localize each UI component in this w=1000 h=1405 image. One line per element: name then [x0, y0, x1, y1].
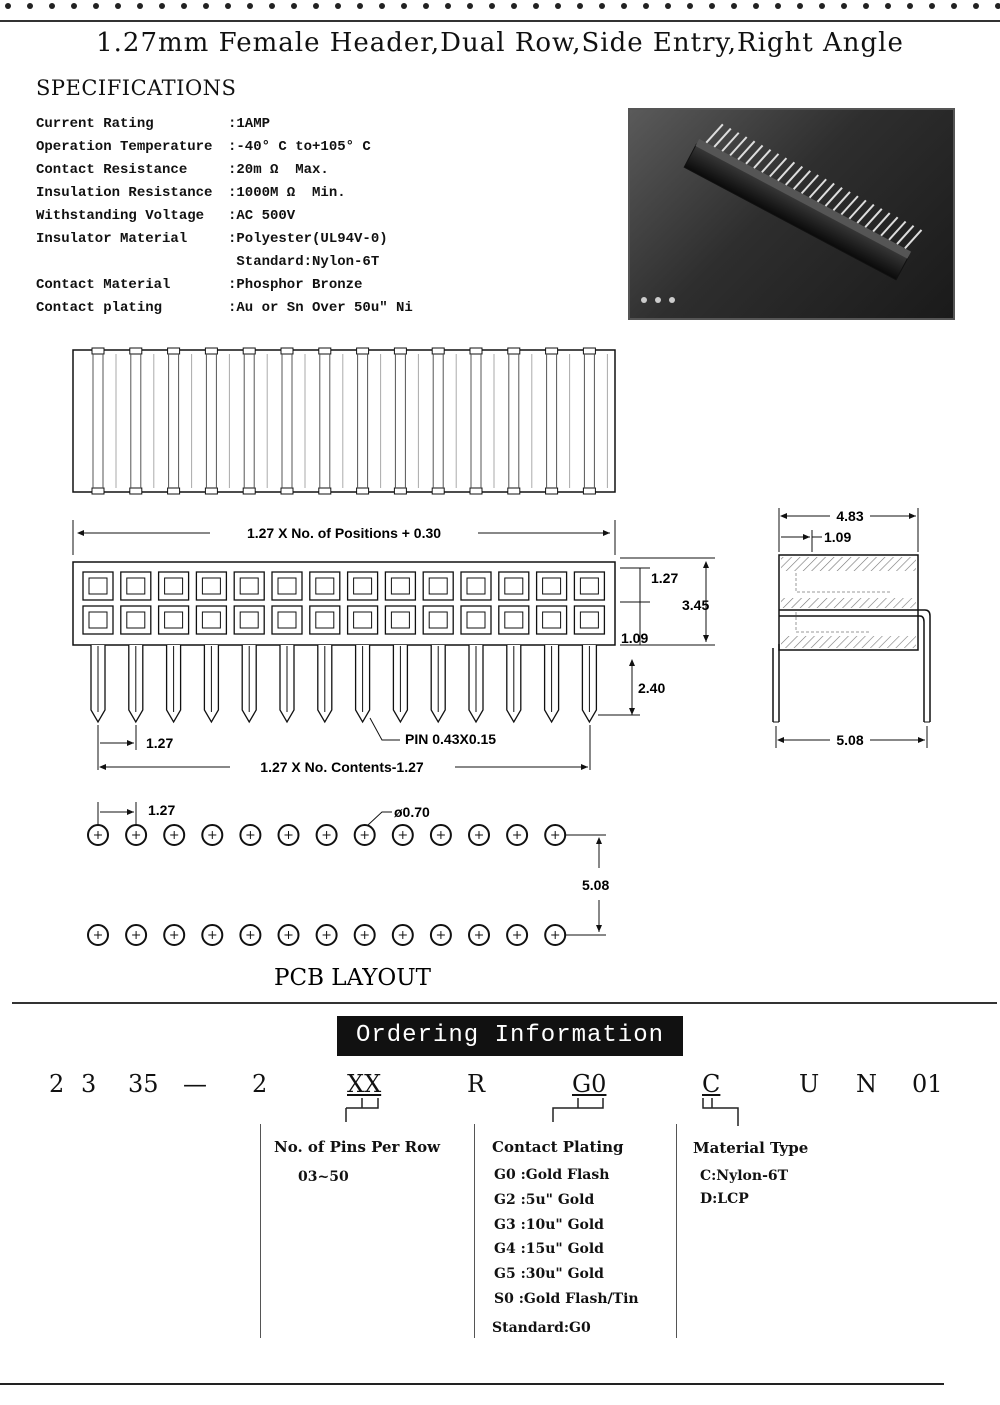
- part-code-plating: G0: [572, 1070, 607, 1098]
- contact-cell-inner: [391, 578, 409, 594]
- contact-cell-inner: [127, 612, 145, 628]
- dim-body-height: 3.45: [682, 597, 710, 613]
- part-code-series-1: 2: [49, 1070, 65, 1098]
- photo-pin: [905, 227, 922, 251]
- decorative-dot: [137, 3, 143, 9]
- decorative-dot: [995, 3, 1000, 9]
- top-view-tab: [546, 348, 558, 354]
- pcb-pitch: 1.27: [148, 802, 176, 818]
- contact-cell-inner: [89, 612, 107, 628]
- spec-label: Contact Material: [36, 277, 171, 293]
- photo-pin: [857, 202, 874, 226]
- top-view-tab: [357, 488, 369, 494]
- spec-row: [36, 116, 270, 132]
- part-code-rows: 2: [252, 1070, 268, 1098]
- top-view-tab: [432, 488, 444, 494]
- dim-contents-length: 1.27 X No. Contents-1.27: [260, 759, 424, 775]
- spec-value: :20m Ω Max.: [228, 162, 329, 178]
- photo-pin: [754, 147, 771, 171]
- contact-cell-inner: [127, 578, 145, 594]
- part-code-series-2: 3: [81, 1070, 97, 1098]
- technical-drawing: [0, 330, 1000, 1000]
- part-code-angle: R: [467, 1070, 486, 1098]
- ordering-info-banner: Ordering Information: [337, 1016, 683, 1056]
- spec-row: [36, 185, 346, 201]
- photo-pin: [865, 206, 882, 230]
- spec-row: [36, 277, 362, 293]
- contact-cell-inner: [316, 578, 334, 594]
- spec-value: :-40° C to+105° C: [228, 139, 371, 155]
- connector-render: [630, 110, 953, 318]
- column-divider: [676, 1124, 677, 1338]
- contact-cell-inner: [505, 578, 523, 594]
- top-rule: [0, 20, 1000, 22]
- top-view-tab: [319, 348, 331, 354]
- photo-pin: [825, 185, 842, 209]
- contact-cell-inner: [202, 578, 220, 594]
- spec-row: [36, 208, 295, 224]
- photo-pin: [841, 193, 858, 217]
- pins-per-row-heading: No. of Pins Per Row: [274, 1138, 441, 1156]
- photo-pin: [833, 189, 850, 213]
- spec-value: :Polyester(UL94V-0): [228, 231, 388, 247]
- pcb-hole-diameter: ø0.70: [394, 804, 430, 820]
- decorative-dot: [423, 3, 429, 9]
- spec-value: :Phosphor Bronze: [228, 277, 363, 293]
- decorative-dot: [775, 3, 781, 9]
- top-view-tab: [281, 348, 293, 354]
- photo-pin: [770, 155, 787, 179]
- top-view-tab: [432, 348, 444, 354]
- photo-pin: [897, 223, 914, 247]
- top-view-tab: [319, 488, 331, 494]
- spec-row: [36, 162, 329, 178]
- plating-option: G0 :Gold Flash: [494, 1167, 610, 1183]
- spec-label: Contact plating: [36, 300, 163, 316]
- spec-value: :1000M Ω Min.: [228, 185, 346, 201]
- top-view-tab: [281, 488, 293, 494]
- photo-pin: [881, 214, 898, 238]
- column-divider: [474, 1124, 475, 1338]
- top-view: [73, 348, 615, 494]
- photo-pin: [889, 219, 906, 243]
- top-view-tab: [508, 488, 520, 494]
- contact-cell-inner: [165, 612, 183, 628]
- top-view-tab: [394, 348, 406, 354]
- decorative-dot: [951, 3, 957, 9]
- dim-overall-length: 1.27 X No. of Positions + 0.30: [246, 525, 442, 541]
- part-code-pins: XX: [347, 1070, 382, 1098]
- decorative-dot: [819, 3, 825, 9]
- decorative-dot: [489, 3, 495, 9]
- decorative-dot: [401, 3, 407, 9]
- pins-per-row-range: 03~50: [298, 1169, 349, 1185]
- decorative-dot: [687, 3, 693, 9]
- contact-cell-inner: [467, 612, 485, 628]
- side-dim-offset: 1.09: [824, 529, 852, 545]
- plating-option: G2 :5u" Gold: [494, 1192, 595, 1208]
- top-view-tab: [243, 348, 255, 354]
- spec-value: :1AMP: [228, 116, 271, 132]
- top-view-tab: [92, 348, 104, 354]
- decorative-dot: [621, 3, 627, 9]
- part-code-pitch: 35: [128, 1070, 159, 1098]
- part-code-dash: —: [183, 1070, 207, 1098]
- dim-pitch-vertical: 1.27: [651, 570, 679, 586]
- spec-label: Operation Temperature: [36, 139, 213, 155]
- decorative-dot: [643, 3, 649, 9]
- contact-cell-inner: [429, 612, 447, 628]
- top-view-tab: [130, 488, 142, 494]
- part-code-material: C: [702, 1070, 721, 1098]
- decorative-dot: [577, 3, 583, 9]
- decorative-dot: [159, 3, 165, 9]
- photo-pin: [810, 176, 827, 200]
- contact-cell-inner: [89, 578, 107, 594]
- plating-option: G5 :30u" Gold: [494, 1266, 604, 1282]
- decorative-dot: [445, 3, 451, 9]
- photo-pin: [714, 126, 731, 150]
- spec-row: [36, 254, 379, 270]
- decorative-dot: [841, 3, 847, 9]
- top-view-tab: [92, 488, 104, 494]
- spec-row: [36, 139, 371, 155]
- decorative-dot: [797, 3, 803, 9]
- decorative-dot: [731, 3, 737, 9]
- part-code-n: N: [856, 1070, 877, 1098]
- contact-cell-inner: [240, 578, 258, 594]
- decorative-dot: [555, 3, 561, 9]
- decorative-dot: [885, 3, 891, 9]
- top-view-tab: [583, 488, 595, 494]
- contact-cell-inner: [278, 612, 296, 628]
- spec-row: [36, 300, 413, 316]
- decorative-dot: [379, 3, 385, 9]
- decorative-dot: [313, 3, 319, 9]
- plating-standard: Standard:G0: [492, 1320, 591, 1336]
- decorative-dot: [247, 3, 253, 9]
- contact-cell-inner: [543, 578, 561, 594]
- decorative-dot: [599, 3, 605, 9]
- decorative-dot: [753, 3, 759, 9]
- top-view-tab: [357, 348, 369, 354]
- top-view-tab: [205, 488, 217, 494]
- photo-pin: [849, 198, 866, 222]
- top-view-tab: [470, 488, 482, 494]
- top-view-tab: [243, 488, 255, 494]
- page-title: 1.27mm Female Header,Dual Row,Side Entry,Right Angle: [96, 28, 904, 58]
- decorative-dot: [225, 3, 231, 9]
- material-option: C:Nylon-6T: [700, 1168, 789, 1184]
- spec-label: Insulator Material: [36, 231, 188, 247]
- part-code-suffix: 01: [912, 1070, 943, 1098]
- contact-cell-inner: [316, 612, 334, 628]
- bottom-rule: [0, 1383, 944, 1385]
- contact-cell-inner: [202, 612, 220, 628]
- top-view-tab: [508, 348, 520, 354]
- decorative-dot: [269, 3, 275, 9]
- top-view-tab: [394, 488, 406, 494]
- photo-pin: [762, 151, 779, 175]
- top-view-tab: [130, 348, 142, 354]
- pcb-row-spacing: 5.08: [582, 877, 610, 893]
- decorative-dot: [467, 3, 473, 9]
- contact-cell-inner: [354, 578, 372, 594]
- spec-value: :AC 500V: [228, 208, 296, 224]
- decorative-dot: [973, 3, 979, 9]
- decorative-dot: [181, 3, 187, 9]
- decorative-dot: [863, 3, 869, 9]
- material-option: D:LCP: [700, 1191, 749, 1207]
- top-view-tab: [546, 488, 558, 494]
- decorative-dot: [709, 3, 715, 9]
- decorative-dot: [929, 3, 935, 9]
- photo-pin: [778, 160, 795, 184]
- contact-cell-inner: [543, 612, 561, 628]
- side-dim-span: 5.08: [836, 732, 864, 748]
- plating-option: G3 :10u" Gold: [494, 1217, 604, 1233]
- spec-value: :Au or Sn Over 50u" Ni: [228, 300, 413, 316]
- dim-pin-pitch: 1.27: [146, 735, 174, 751]
- contact-cell-inner: [580, 578, 598, 594]
- plating-option: G4 :15u" Gold: [494, 1241, 604, 1257]
- photo-pin: [786, 164, 803, 188]
- section-rule: [12, 1002, 997, 1004]
- decorative-dot: [203, 3, 209, 9]
- decorative-dot: [93, 3, 99, 9]
- product-photo: [628, 108, 955, 320]
- photo-pin: [794, 168, 811, 192]
- spec-row: [36, 231, 388, 247]
- photo-pin: [730, 134, 747, 158]
- contact-cell-inner: [391, 612, 409, 628]
- spec-label: Insulation Resistance: [36, 185, 213, 201]
- spec-label: Current Rating: [36, 116, 154, 132]
- contact-cell-inner: [165, 578, 183, 594]
- contact-cell-inner: [580, 612, 598, 628]
- ordering-brackets: [0, 1096, 1000, 1136]
- decorative-dot: [357, 3, 363, 9]
- pin-spec-label: PIN 0.43X0.15: [405, 731, 497, 747]
- contact-cell-inner: [467, 578, 485, 594]
- decorative-dot: [335, 3, 341, 9]
- column-divider: [260, 1124, 261, 1338]
- material-type-heading: Material Type: [693, 1139, 809, 1157]
- photo-pin: [706, 121, 723, 145]
- top-view-tab: [168, 348, 180, 354]
- side-view: [773, 508, 930, 748]
- plating-option: S0 :Gold Flash/Tin: [494, 1291, 639, 1307]
- contact-cell-inner: [429, 578, 447, 594]
- decorative-dot: [5, 3, 11, 9]
- decorative-dot: [533, 3, 539, 9]
- spec-value: Standard:Nylon-6T: [228, 254, 380, 270]
- photo-pin: [722, 130, 739, 154]
- photo-pin: [873, 210, 890, 234]
- contact-cell-inner: [278, 578, 296, 594]
- pcb-layout: [88, 802, 609, 991]
- contact-cell-inner: [354, 612, 372, 628]
- decorative-dot-row: [0, 0, 1000, 14]
- photo-pin: [738, 138, 755, 162]
- specifications-heading: SPECIFICATIONS: [36, 76, 237, 100]
- top-view-tab: [168, 488, 180, 494]
- photo-pin: [746, 143, 763, 167]
- decorative-dot: [291, 3, 297, 9]
- contact-cell-inner: [505, 612, 523, 628]
- decorative-dot: [71, 3, 77, 9]
- top-view-tab: [583, 348, 595, 354]
- decorative-dot: [27, 3, 33, 9]
- dim-offset: 1.09: [621, 630, 649, 646]
- spec-label: Contact Resistance: [36, 162, 188, 178]
- contact-cell-inner: [240, 612, 258, 628]
- decorative-dot: [511, 3, 517, 9]
- photo-pin: [802, 172, 819, 196]
- part-code-u: U: [799, 1070, 820, 1098]
- front-view: [73, 520, 715, 775]
- side-dim-width: 4.83: [836, 508, 864, 524]
- decorative-dot: [49, 3, 55, 9]
- spec-label: Withstanding Voltage: [36, 208, 205, 224]
- top-view-tab: [205, 348, 217, 354]
- decorative-dot: [115, 3, 121, 9]
- dim-pin-length: 2.40: [638, 680, 666, 696]
- top-view-tab: [470, 348, 482, 354]
- contact-plating-heading: Contact Plating: [492, 1138, 624, 1156]
- decorative-dot: [907, 3, 913, 9]
- decorative-dot: [665, 3, 671, 9]
- pcb-layout-label: PCB LAYOUT: [274, 965, 432, 991]
- photo-pin: [818, 181, 835, 205]
